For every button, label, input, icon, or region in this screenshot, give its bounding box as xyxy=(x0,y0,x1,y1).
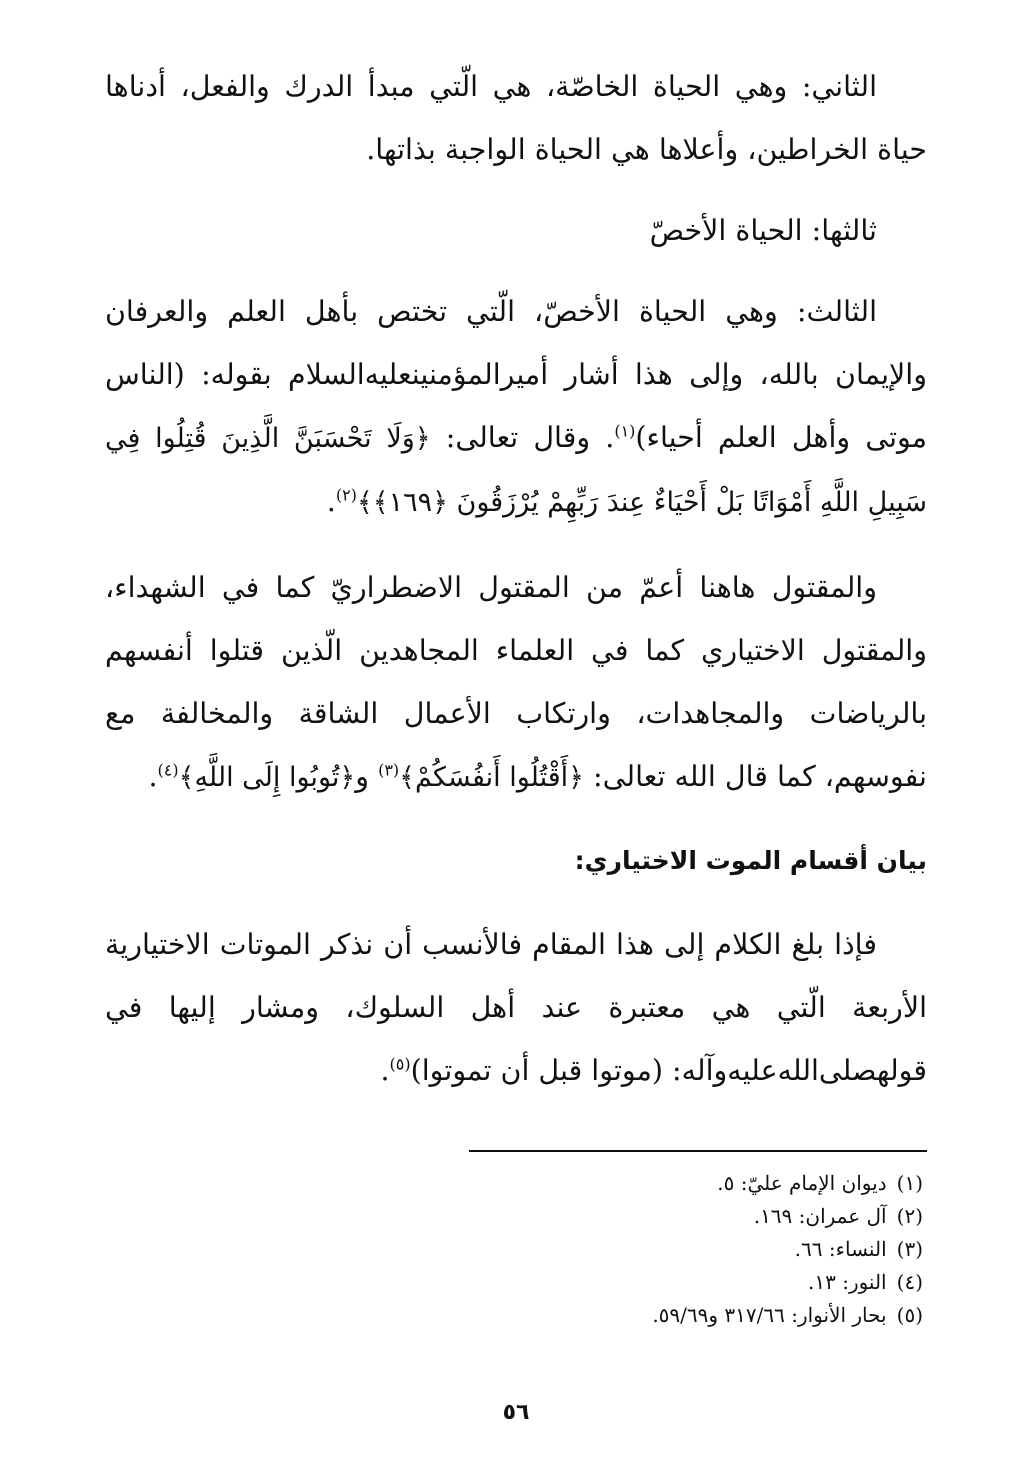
footnote-number: (٢) xyxy=(896,1204,923,1228)
paragraph-text: . xyxy=(326,485,336,518)
paragraph-killed-meaning xyxy=(105,556,927,809)
paragraph-text: فإذا بلغ الكلام إلى هذا المقام فالأنسب أن نذكر الموتات الاختيارية الأربعة الّتي هي معتبرة عند أهل السلوك، ومشار إليها في قولهصلى‌الله‌عليه‌وآله: (موتوا قبل أن تموتوا) xyxy=(105,928,927,1087)
footnote-number: (١) xyxy=(896,1171,923,1195)
spacer xyxy=(105,534,927,556)
section-title xyxy=(105,831,927,891)
spacer xyxy=(105,262,927,280)
spacer xyxy=(105,891,927,913)
quran-verse: ﴿وَلَا تَحْسَبَنَّ الَّذِينَ قُتِلُوا فِي سَبِيلِ اللَّهِ أَمْوَاتًا بَلْ أَحْيَاءٌ عِندَ رَبِّهِمْ يُرْزَقُونَ ﴿١٦٩﴾﴾ xyxy=(105,423,927,518)
footnote-ref-4[interactable]: (٤) xyxy=(157,760,179,780)
paragraph-text: الثالث: وهي الحياة الأخصّ، الّتي تختص بأهل العلم والعرفان والإيمان بالله، وإلى هذا أشار أميرالمؤمنينعليه‌السلام بقوله: (الناس موتى وأهل العلم أحياء) xyxy=(105,295,927,454)
paragraph-third-life xyxy=(105,280,927,534)
footnote-divider xyxy=(469,1150,927,1152)
footnote-ref-2[interactable]: (٢) xyxy=(335,485,357,505)
quran-verse: ﴿أَقْتُلُوا أَنفُسَكُمْ﴾ xyxy=(399,762,584,793)
footnote-text: ديوان الإمام عليّ: ٥. xyxy=(717,1171,887,1195)
page-number: ٥٦ xyxy=(502,1400,530,1425)
footnotes-list xyxy=(105,1167,927,1332)
section-title-text: بيان أقسام الموت الاختياري: xyxy=(574,846,927,875)
footnote-number: (٤) xyxy=(896,1270,923,1294)
footnote-ref-3[interactable]: (٣) xyxy=(378,760,400,780)
footnote-number: (٥) xyxy=(896,1303,923,1327)
footnote-text: بحار الأنوار: ٣١٧/٦٦ و٥٩/٦٩. xyxy=(652,1303,887,1327)
footnote-text: النساء: ٦٦. xyxy=(794,1237,887,1261)
footnote-ref-1[interactable]: (١) xyxy=(614,421,636,441)
footnote-item xyxy=(105,1200,927,1233)
spacer xyxy=(105,181,927,199)
footnote-item xyxy=(105,1233,927,1266)
footnote-number: (٣) xyxy=(896,1237,923,1261)
footnote-ref-5[interactable]: (٥) xyxy=(389,1054,411,1074)
paragraph-voluntary-deaths xyxy=(105,913,927,1102)
book-page xyxy=(105,55,927,1435)
footnote-item xyxy=(105,1167,927,1200)
paragraph-text: الثاني: وهي الحياة الخاصّة، هي الّتي مبدأ الدرك والفعل، أدناها حياة الخراطين، وأعلاها هي الحياة الواجبة بذاتها. xyxy=(105,70,927,166)
footnote-item xyxy=(105,1299,927,1332)
footnote-item xyxy=(105,1266,927,1299)
paragraph-text: . xyxy=(380,1054,390,1087)
subheading-text: ثالثها: الحياة الأخصّ xyxy=(649,214,877,247)
paragraph-text: . xyxy=(148,760,158,793)
paragraph-text: و xyxy=(355,760,379,793)
subheading-third-life xyxy=(105,199,927,262)
footnote-text: آل عمران: ١٦٩. xyxy=(753,1204,887,1228)
footnote-text: النور: ١٣. xyxy=(808,1270,887,1294)
paragraph-text: والمقتول هاهنا أعمّ من المقتول الاضطراريّ كما في الشهداء، والمقتول الاختياري كما في العلماء المجاهدين الّذين قتلوا أنفسهم بالرياضات والمجاهدات، وارتكاب الأعمال الشاقة والمخالفة مع نفوسهم، كما قال الله تعالى: xyxy=(105,571,927,793)
quran-verse: ﴿تُوبُوا إِلَى اللَّهِ﴾ xyxy=(178,762,356,793)
paragraph-second-life xyxy=(105,55,927,181)
paragraph-text: . وقال تعالى: xyxy=(430,421,615,454)
spacer xyxy=(105,809,927,831)
